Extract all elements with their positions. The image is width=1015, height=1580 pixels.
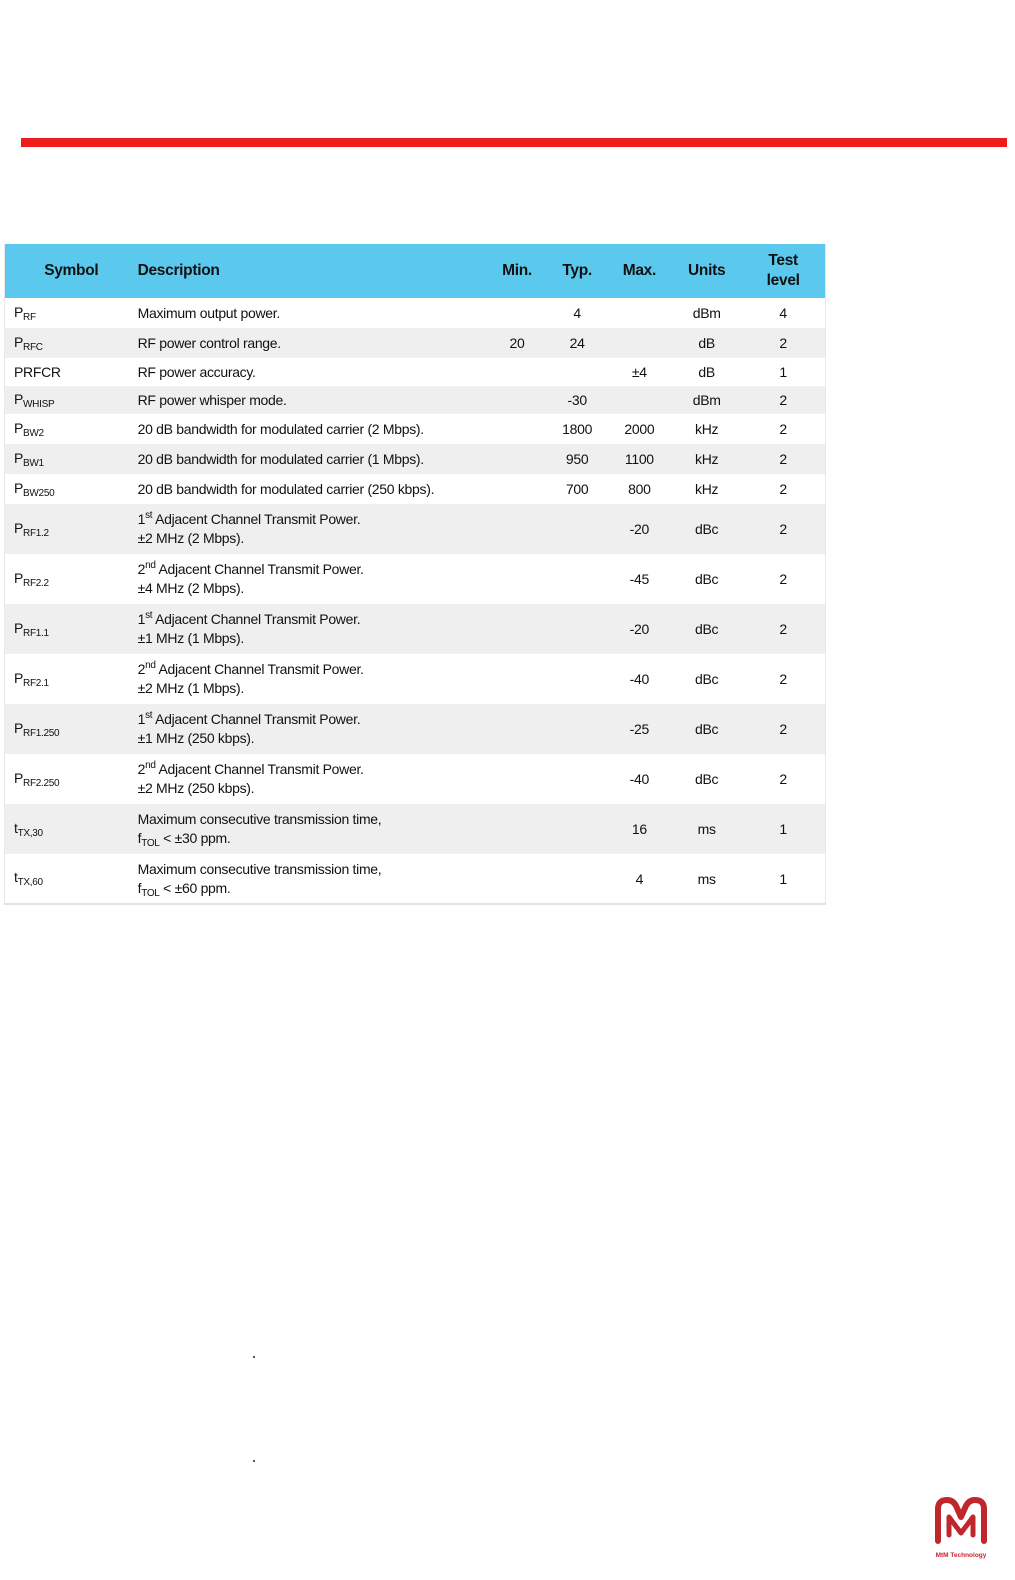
table-row bbox=[5, 358, 826, 386]
table-row bbox=[5, 504, 826, 554]
cell-units: dBc bbox=[672, 604, 741, 654]
table-row bbox=[5, 754, 826, 804]
cell-symbol bbox=[5, 328, 138, 358]
cell-test-level: 2 bbox=[741, 704, 825, 754]
cell-description bbox=[138, 474, 487, 504]
cell-test-level: 1 bbox=[779, 870, 787, 887]
description-line1: 20 dB bandwidth for modulated carrier (1 Mbps). bbox=[137, 450, 424, 467]
description-line1: Adjacent Channel Transmit Power. bbox=[152, 511, 361, 527]
col-header-min: Min. bbox=[486, 244, 547, 298]
symbol-main: PRFCR bbox=[14, 364, 61, 380]
cell-description bbox=[138, 414, 487, 444]
description-line1: RF power whisper mode. bbox=[137, 391, 287, 408]
cell-description bbox=[138, 298, 487, 328]
cell-max: 16 bbox=[607, 804, 672, 854]
symbol-main: P bbox=[14, 449, 24, 466]
symbol-main: t bbox=[14, 819, 18, 836]
description-line1: Maximum consecutive transmission time, bbox=[137, 811, 382, 827]
col-header-units: Units bbox=[672, 244, 741, 298]
symbol-subscript: RF bbox=[23, 311, 36, 323]
cell-test-level: 1 bbox=[741, 804, 825, 854]
cell-typ: 700 bbox=[565, 481, 589, 497]
table-row bbox=[5, 554, 826, 604]
description-line1: Adjacent Channel Transmit Power. bbox=[155, 761, 364, 777]
cell-typ bbox=[548, 358, 607, 386]
symbol-main: P bbox=[14, 419, 24, 436]
table-body bbox=[5, 298, 826, 904]
description-line2: ±2 MHz (2 Mbps). bbox=[137, 530, 244, 546]
cell-min: 20 bbox=[486, 328, 547, 358]
cell-test-level: 2 bbox=[741, 504, 825, 554]
cell-units: dBc bbox=[695, 671, 719, 687]
cell-min bbox=[486, 386, 547, 414]
stray-dot bbox=[253, 1356, 255, 1358]
stray-dot bbox=[253, 1460, 255, 1462]
cell-test-level: 2 bbox=[779, 421, 787, 437]
symbol-main: P bbox=[14, 769, 24, 786]
symbol-main: P bbox=[14, 669, 24, 686]
cell-typ: 1800 bbox=[562, 421, 593, 437]
col-header-typ: Typ. bbox=[548, 244, 607, 298]
col-header-description: Description bbox=[138, 244, 487, 298]
description-line1: Maximum output power. bbox=[137, 304, 280, 321]
table-row bbox=[5, 386, 826, 414]
cell-symbol bbox=[5, 386, 138, 414]
description-line2-prefix: f bbox=[137, 830, 142, 846]
table-row bbox=[5, 704, 826, 754]
description-line2-subscript: TOL bbox=[141, 838, 160, 849]
cell-typ bbox=[548, 754, 607, 804]
cell-min bbox=[486, 704, 547, 754]
cell-typ bbox=[548, 704, 607, 754]
description-line1: Adjacent Channel Transmit Power. bbox=[155, 661, 364, 677]
cell-test-level: 2 bbox=[779, 481, 787, 497]
rf-spec-table bbox=[4, 244, 826, 905]
cell-min bbox=[486, 754, 547, 804]
symbol-main: P bbox=[14, 569, 24, 586]
cell-units: kHz bbox=[695, 421, 719, 437]
mtm-logo-icon bbox=[930, 1495, 992, 1547]
symbol-subscript: BW250 bbox=[23, 487, 55, 499]
cell-typ bbox=[548, 554, 607, 604]
symbol-main: P bbox=[14, 303, 24, 320]
cell-symbol bbox=[5, 754, 138, 804]
table-row bbox=[5, 474, 826, 504]
description-line2-prefix: f bbox=[137, 879, 142, 896]
ordinal: 2 bbox=[137, 761, 146, 777]
ordinal-suffix: nd bbox=[145, 760, 156, 771]
cell-typ: 24 bbox=[548, 328, 607, 358]
cell-symbol bbox=[5, 804, 138, 854]
ordinal: 1 bbox=[137, 611, 146, 627]
cell-description bbox=[138, 554, 487, 604]
cell-test-level: 2 bbox=[741, 328, 825, 358]
symbol-subscript: BW1 bbox=[23, 457, 44, 469]
ordinal: 1 bbox=[137, 711, 146, 727]
symbol-main: P bbox=[14, 390, 24, 407]
cell-description bbox=[138, 504, 487, 554]
cell-description bbox=[138, 328, 487, 358]
cell-typ bbox=[548, 504, 607, 554]
table-row bbox=[5, 328, 826, 358]
cell-min bbox=[486, 358, 547, 386]
description-line2: < ±60 ppm. bbox=[159, 879, 231, 896]
table-row bbox=[5, 604, 826, 654]
cell-typ bbox=[548, 654, 607, 704]
col-header-test-line1: Test bbox=[768, 252, 798, 269]
cell-min bbox=[486, 604, 547, 654]
symbol-subscript: RF1.2 bbox=[23, 527, 49, 539]
cell-description bbox=[138, 444, 487, 474]
symbol-subscript: BW2 bbox=[23, 427, 44, 439]
description-line2: ±4 MHz (2 Mbps). bbox=[137, 580, 244, 596]
symbol-subscript: RF2.1 bbox=[23, 677, 49, 689]
cell-units: dBc bbox=[695, 571, 719, 587]
cell-symbol bbox=[5, 504, 138, 554]
cell-min bbox=[486, 474, 547, 504]
company-logo bbox=[926, 1495, 996, 1565]
symbol-subscript: TX,60 bbox=[17, 877, 43, 888]
description-line2: ±2 MHz (1 Mbps). bbox=[137, 680, 244, 696]
cell-test-level: 2 bbox=[779, 771, 787, 787]
cell-test-level: 2 bbox=[741, 604, 825, 654]
cell-symbol bbox=[5, 704, 138, 754]
cell-min bbox=[486, 504, 547, 554]
symbol-main: t bbox=[14, 869, 18, 885]
description-line1: Adjacent Channel Transmit Power. bbox=[152, 611, 361, 627]
cell-min bbox=[486, 554, 547, 604]
cell-units: dBc bbox=[695, 771, 719, 787]
cell-units: dBm bbox=[672, 386, 741, 414]
cell-typ bbox=[548, 804, 607, 854]
cell-units: dB bbox=[698, 364, 715, 380]
cell-typ: 950 bbox=[548, 444, 607, 474]
cell-typ: 4 bbox=[573, 305, 581, 321]
cell-units: ms bbox=[672, 804, 741, 854]
symbol-subscript: WHISP bbox=[23, 398, 55, 410]
cell-description bbox=[138, 804, 487, 854]
cell-max: -20 bbox=[607, 504, 672, 554]
cell-description bbox=[138, 654, 487, 704]
cell-min bbox=[486, 654, 547, 704]
symbol-subscript: RF1.250 bbox=[23, 727, 60, 739]
logo-caption: MtM Technology bbox=[935, 1552, 987, 1559]
symbol-subscript: RFC bbox=[23, 341, 43, 353]
header-red-rule bbox=[21, 138, 1007, 147]
cell-units: kHz bbox=[695, 481, 719, 497]
col-header-symbol: Symbol bbox=[5, 244, 138, 298]
cell-symbol bbox=[5, 854, 138, 904]
cell-max: -45 bbox=[629, 571, 650, 587]
cell-max: 1100 bbox=[607, 444, 672, 474]
cell-units: dBc bbox=[672, 504, 741, 554]
cell-max: -40 bbox=[629, 771, 650, 787]
cell-units: dBc bbox=[672, 704, 741, 754]
description-line2-subscript: TOL bbox=[141, 887, 160, 899]
table-row bbox=[5, 654, 826, 704]
cell-test-level: 2 bbox=[741, 444, 825, 474]
table-row bbox=[5, 298, 826, 328]
symbol-main: P bbox=[14, 519, 24, 536]
description-line1: 20 dB bandwidth for modulated carrier (250 kbps). bbox=[137, 480, 435, 497]
cell-max: 2000 bbox=[624, 421, 655, 437]
cell-description bbox=[138, 704, 487, 754]
col-header-max: Max. bbox=[607, 244, 672, 298]
symbol-subscript: TX,30 bbox=[17, 827, 43, 839]
table-header-row bbox=[5, 244, 826, 298]
symbol-main: P bbox=[14, 479, 24, 496]
symbol-subscript: RF2.2 bbox=[23, 577, 49, 589]
table-row bbox=[5, 444, 826, 474]
symbol-main: P bbox=[14, 719, 24, 736]
description-line1: Maximum consecutive transmission time, bbox=[137, 860, 382, 877]
symbol-subscript: RF2.250 bbox=[23, 777, 60, 789]
description-line1: RF power control range. bbox=[137, 334, 281, 351]
table-row bbox=[5, 804, 826, 854]
ordinal: 2 bbox=[137, 561, 146, 577]
cell-units: kHz bbox=[672, 444, 741, 474]
cell-description bbox=[138, 754, 487, 804]
cell-symbol bbox=[5, 474, 138, 504]
cell-units: dBm bbox=[692, 305, 721, 321]
cell-max: ±4 bbox=[631, 364, 647, 380]
cell-units: ms bbox=[697, 870, 716, 887]
description-line2: ±1 MHz (250 kbps). bbox=[137, 730, 255, 746]
cell-max bbox=[607, 328, 672, 358]
cell-description bbox=[138, 386, 487, 414]
ordinal-suffix: nd bbox=[145, 560, 156, 571]
table-row bbox=[5, 854, 826, 904]
description-line2: < ±30 ppm. bbox=[159, 830, 231, 846]
cell-symbol bbox=[5, 358, 138, 386]
ordinal-suffix: st bbox=[145, 710, 153, 721]
cell-min bbox=[486, 804, 547, 854]
cell-min bbox=[486, 854, 547, 904]
cell-typ bbox=[548, 604, 607, 654]
cell-symbol bbox=[5, 604, 138, 654]
ordinal: 1 bbox=[137, 511, 146, 527]
cell-max bbox=[607, 298, 672, 328]
cell-symbol bbox=[5, 414, 138, 444]
cell-max: -40 bbox=[629, 671, 650, 687]
table-row bbox=[5, 414, 826, 444]
cell-max: 800 bbox=[628, 481, 651, 497]
cell-symbol bbox=[5, 444, 138, 474]
description-line2: ±1 MHz (1 Mbps). bbox=[137, 630, 244, 646]
cell-test-level: 2 bbox=[741, 386, 825, 414]
cell-min bbox=[486, 414, 547, 444]
cell-min bbox=[486, 298, 547, 328]
symbol-subscript: RF1.1 bbox=[23, 627, 49, 639]
cell-test-level: 1 bbox=[779, 364, 787, 380]
cell-description bbox=[138, 358, 487, 386]
cell-units: dB bbox=[672, 328, 741, 358]
cell-max: -20 bbox=[607, 604, 672, 654]
description-line2: ±2 MHz (250 kbps). bbox=[137, 780, 255, 796]
cell-max: -25 bbox=[607, 704, 672, 754]
cell-symbol bbox=[5, 298, 138, 328]
cell-description bbox=[138, 604, 487, 654]
symbol-main: P bbox=[14, 619, 24, 636]
ordinal-suffix: st bbox=[145, 610, 153, 621]
cell-max bbox=[607, 386, 672, 414]
ordinal-suffix: nd bbox=[145, 660, 156, 671]
description-line1: 20 dB bandwidth for modulated carrier (2 Mbps). bbox=[137, 420, 424, 437]
description-line1: Adjacent Channel Transmit Power. bbox=[152, 711, 361, 727]
cell-symbol bbox=[5, 554, 138, 604]
cell-min bbox=[486, 444, 547, 474]
cell-typ bbox=[548, 854, 607, 904]
ordinal-suffix: st bbox=[145, 510, 153, 521]
cell-typ: -30 bbox=[548, 386, 607, 414]
description-line1: Adjacent Channel Transmit Power. bbox=[155, 561, 364, 577]
cell-test-level: 2 bbox=[779, 671, 787, 687]
ordinal: 2 bbox=[137, 661, 146, 677]
cell-max: 4 bbox=[635, 870, 644, 887]
symbol-main: P bbox=[14, 333, 24, 350]
col-header-test-line2: level bbox=[766, 272, 800, 289]
cell-test-level: 2 bbox=[779, 571, 787, 587]
cell-test-level: 4 bbox=[779, 305, 787, 321]
col-header-test-level bbox=[741, 244, 825, 298]
description-line1: RF power accuracy. bbox=[137, 363, 256, 380]
cell-description bbox=[138, 854, 487, 904]
cell-symbol bbox=[5, 654, 138, 704]
